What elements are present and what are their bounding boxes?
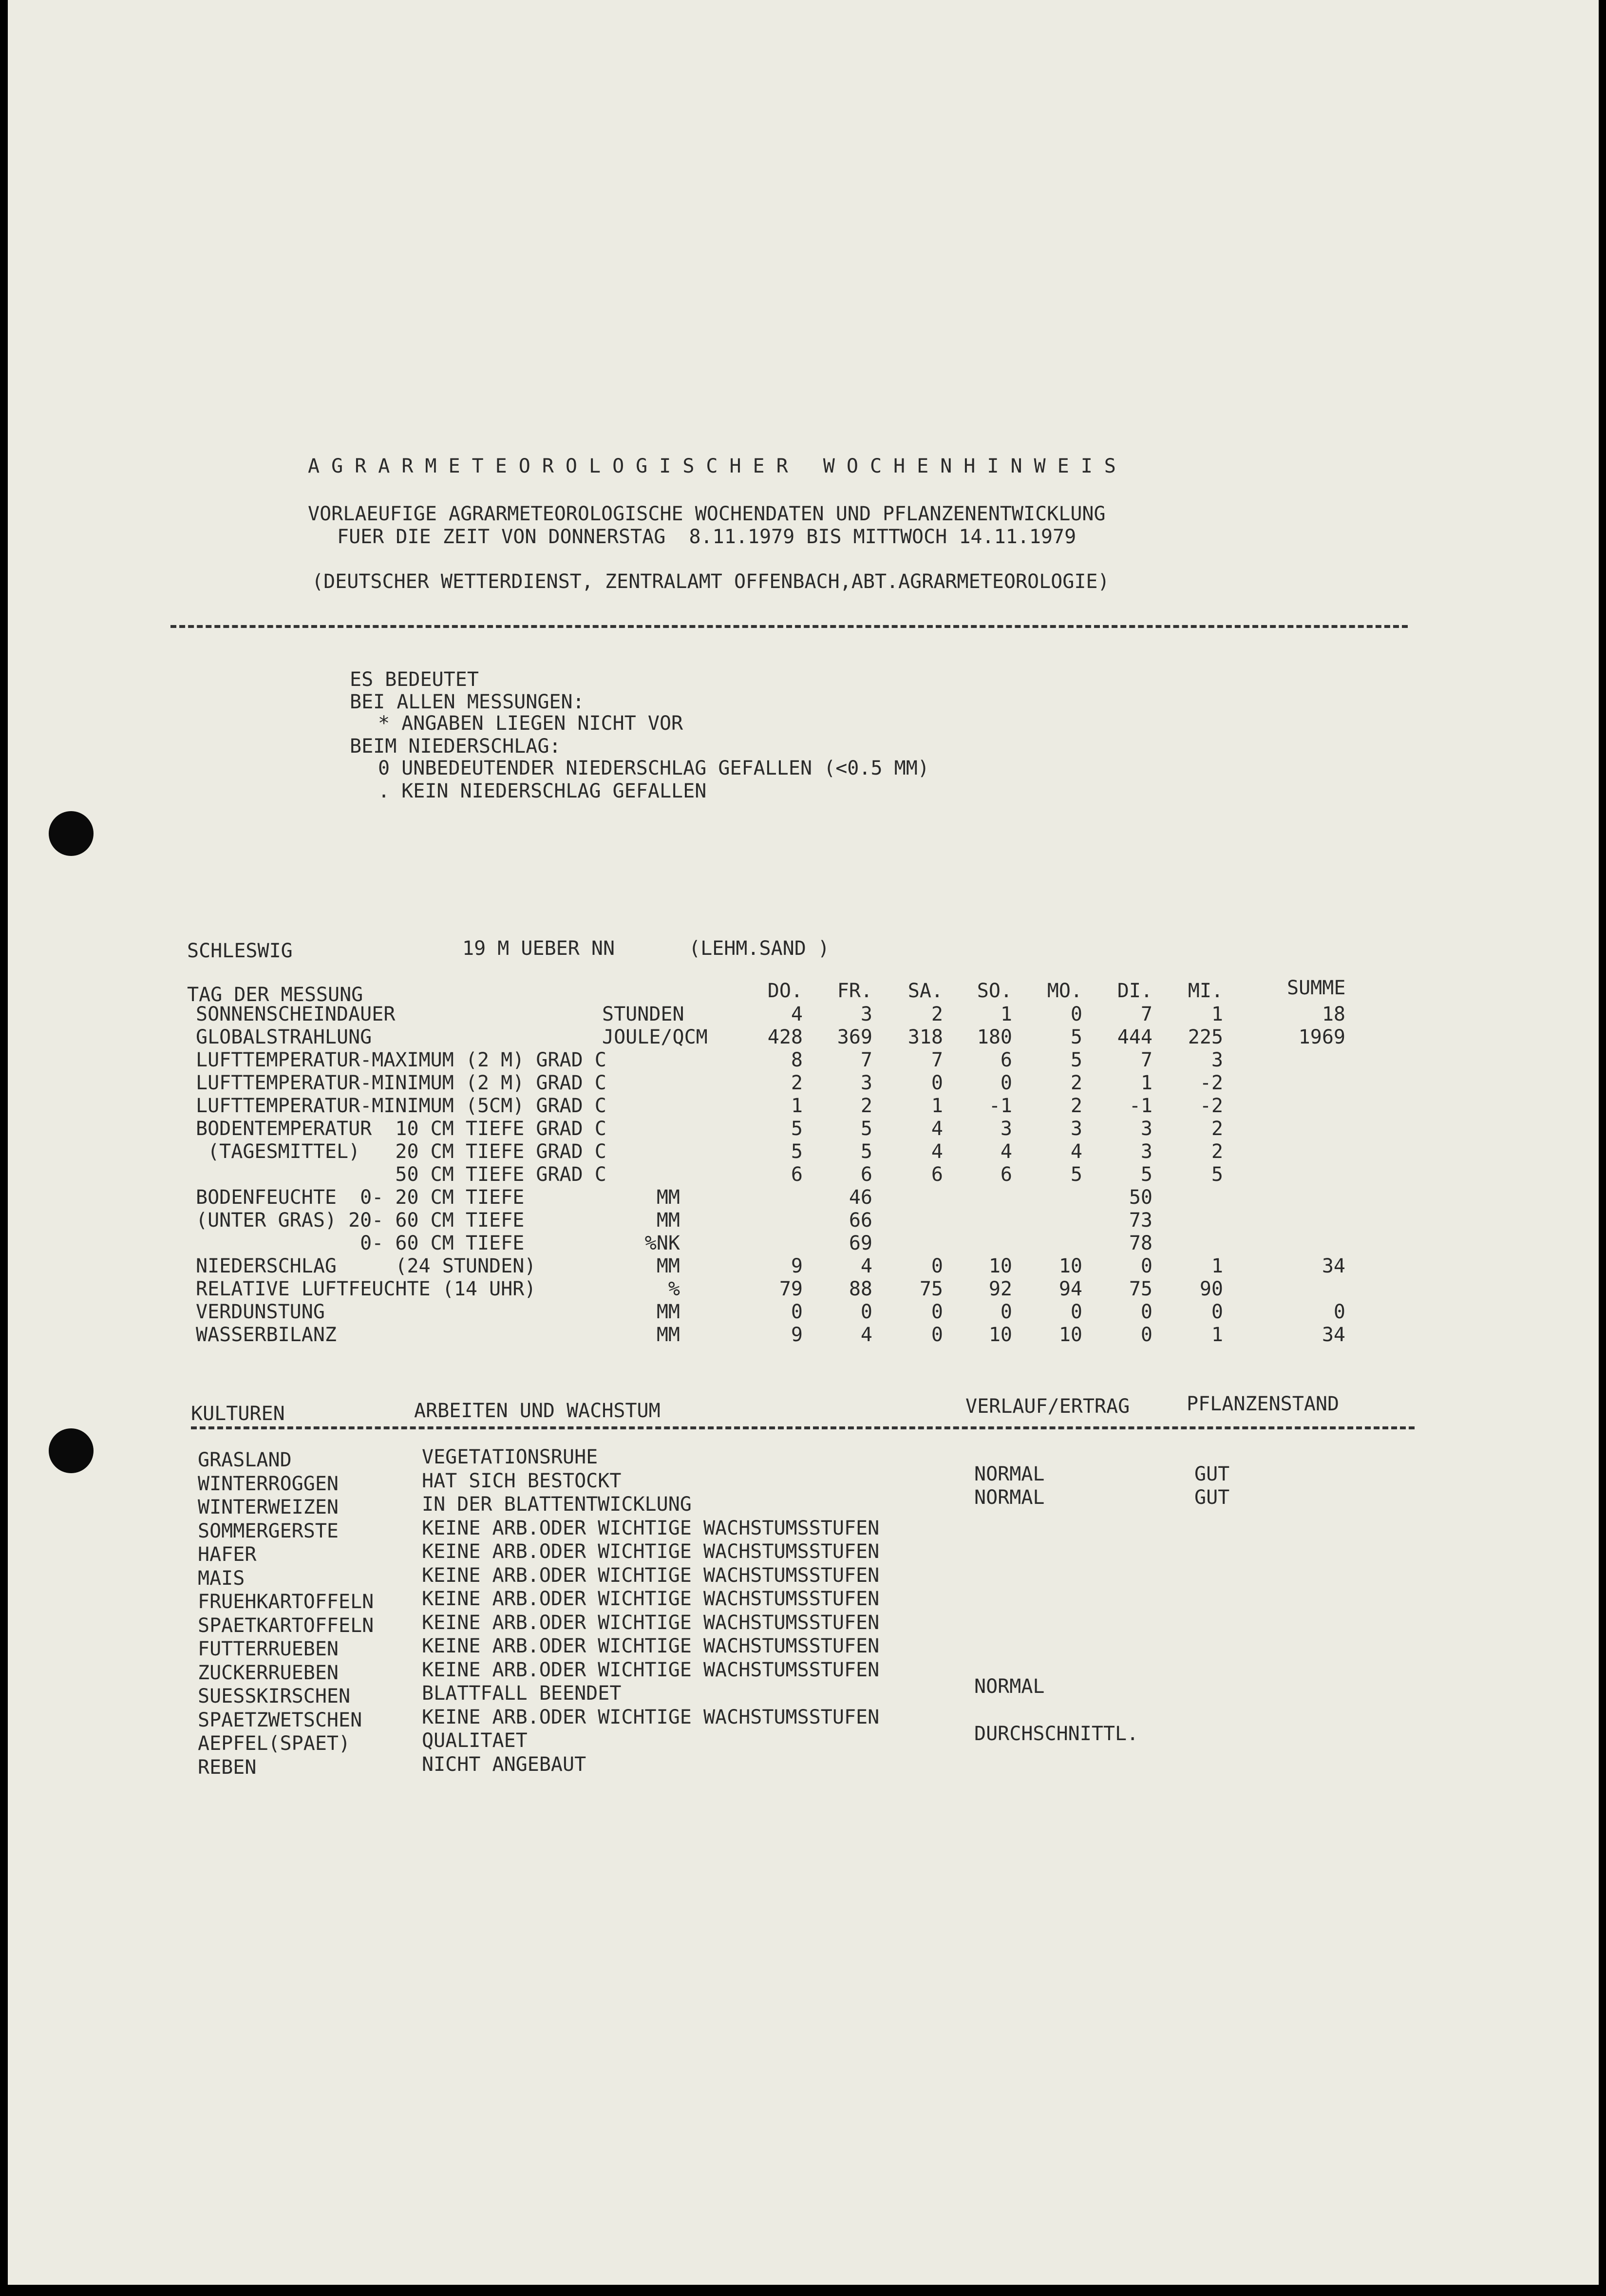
legend-line: BEI ALLEN MESSUNGEN: [350, 691, 585, 713]
subtitle-line-2: FUER DIE ZEIT VON DONNERSTAG 8.11.1979 BIS MITTWOCH 14.11.1979 [337, 526, 1077, 548]
row-unit: MM [656, 1255, 680, 1277]
crop-work: IN DER BLATTENTWICKLUNG [422, 1493, 692, 1516]
table-cell: 3 [1211, 1049, 1223, 1071]
day-header: SA. [907, 980, 943, 1002]
table-cell: 6 [860, 1163, 872, 1186]
row-label: BODENTEMPERATUR 10 CM TIEFE GRAD C [196, 1118, 606, 1140]
table-cell: -2 [1199, 1095, 1223, 1117]
table-cell: 5 [860, 1118, 872, 1140]
crop-name: HAFER [198, 1543, 257, 1566]
row-label: 0- 60 CM TIEFE [196, 1232, 525, 1254]
table-cell: 9 [791, 1255, 803, 1277]
crop-name: SOMMERGERSTE [198, 1520, 339, 1542]
table-cell: 10 [1058, 1324, 1082, 1346]
legend-line: ES BEDEUTET [350, 668, 479, 691]
table-cell: 0 [860, 1301, 872, 1323]
table-cell: 444 [1117, 1026, 1153, 1048]
table-cell: 10 [988, 1324, 1012, 1346]
table-cell: 4 [860, 1255, 872, 1277]
table-cell: 2 [1211, 1118, 1223, 1140]
legend-line: . KEIN NIEDERSCHLAG GEFALLEN [378, 780, 707, 802]
row-unit: MM [656, 1301, 680, 1323]
table-cell: 8 [791, 1049, 803, 1071]
table-cell: 5 [1070, 1163, 1082, 1186]
table-cell: 4 [1000, 1140, 1012, 1163]
crop-name: AEPFEL(SPAET) [198, 1732, 351, 1755]
table-cell: 0 [931, 1301, 943, 1323]
table-cell: 5 [860, 1140, 872, 1163]
table-cell: 2 [1070, 1072, 1082, 1094]
table-cell: 1 [1000, 1003, 1012, 1025]
crop-work: HAT SICH BESTOCKT [422, 1470, 622, 1492]
table-cell: 0 [931, 1072, 943, 1094]
table-cell: 0 [1070, 1301, 1082, 1323]
crop-work: BLATTFALL BEENDET [422, 1682, 622, 1705]
crop-work: KEINE ARB.ODER WICHTIGE WACHSTUMSSTUFEN [422, 1540, 880, 1563]
row-unit: JOULE/QCM [602, 1026, 708, 1048]
row-label: LUFTTEMPERATUR-MINIMUM (5CM) GRAD C [196, 1095, 606, 1117]
table-cell: 1 [791, 1095, 803, 1117]
document-title: AGRARMETEOROLOGISCHER WOCHENHINWEIS [308, 455, 1128, 477]
station-soil: (LEHM.SAND ) [689, 937, 830, 960]
crop-name: SPAETKARTOFFELN [198, 1614, 374, 1637]
table-cell: 90 [1199, 1278, 1223, 1300]
table-cell: 7 [931, 1049, 943, 1071]
row-sum: 1969 [1298, 1026, 1345, 1048]
row-label: LUFTTEMPERATUR-MINIMUM (2 M) GRAD C [196, 1072, 606, 1094]
table-cell: 0 [931, 1255, 943, 1277]
row-label: NIEDERSCHLAG (24 STUNDEN) [196, 1255, 536, 1277]
table-cell: 2 [860, 1095, 872, 1117]
row-unit: MM [656, 1209, 680, 1232]
table-cell: 1 [1211, 1255, 1223, 1277]
row-label: GLOBALSTRAHLUNG [196, 1026, 372, 1048]
crop-verlauf: NORMAL [974, 1675, 1045, 1698]
table-cell: 4 [931, 1140, 943, 1163]
row-unit: % [668, 1278, 680, 1300]
row-unit: MM [656, 1186, 680, 1209]
table-cell: 3 [1140, 1140, 1153, 1163]
row-sum: 18 [1322, 1003, 1345, 1025]
crop-stand: GUT [1194, 1486, 1230, 1509]
crop-name: MAIS [198, 1567, 245, 1590]
table-cell: 5 [1070, 1049, 1082, 1071]
table-cell: 3 [1140, 1118, 1153, 1140]
row-label: (TAGESMITTEL) 20 CM TIEFE GRAD C [196, 1140, 606, 1163]
table-cell: -2 [1199, 1072, 1223, 1094]
row-unit: STUNDEN [602, 1003, 684, 1025]
table-cell: 50 [1129, 1186, 1153, 1209]
legend-line: * ANGABEN LIEGEN NICHT VOR [378, 712, 683, 735]
document-page [8, 0, 1599, 2285]
crop-verlauf: NORMAL [974, 1486, 1045, 1509]
table-cell: 0 [1140, 1301, 1153, 1323]
table-cell: 0 [931, 1324, 943, 1346]
table-cell: 1 [931, 1095, 943, 1117]
crop-name: WINTERROGGEN [198, 1473, 339, 1495]
crop-work: KEINE ARB.ODER WICHTIGE WACHSTUMSSTUFEN [422, 1588, 880, 1610]
table-cell: 2 [791, 1072, 803, 1094]
divider [170, 625, 1408, 628]
crop-name: WINTERWEIZEN [198, 1496, 339, 1518]
row-label: LUFTTEMPERATUR-MAXIMUM (2 M) GRAD C [196, 1049, 606, 1071]
table-cell: 46 [849, 1186, 872, 1209]
day-header: DO. [767, 980, 803, 1002]
day-header: SO. [977, 980, 1012, 1002]
day-header: MI. [1188, 980, 1223, 1002]
table-cell: 0 [1000, 1301, 1012, 1323]
crop-name: REBEN [198, 1756, 257, 1779]
crop-work: NICHT ANGEBAUT [422, 1753, 586, 1776]
table-cell: 69 [849, 1232, 872, 1254]
table-cell: 10 [1058, 1255, 1082, 1277]
table-cell: 5 [1070, 1026, 1082, 1048]
table-cell: 73 [1129, 1209, 1153, 1232]
table-cell: 6 [1000, 1049, 1012, 1071]
table-cell: 6 [931, 1163, 943, 1186]
table-cell: 4 [931, 1118, 943, 1140]
table-cell: 75 [1129, 1278, 1153, 1300]
crops-header-verlauf: VERLAUF/ERTRAG [965, 1395, 1130, 1418]
row-label: SONNENSCHEINDAUER [196, 1003, 396, 1025]
table-title: TAG DER MESSUNG [187, 984, 363, 1006]
crops-header-stand: PFLANZENSTAND [1187, 1393, 1340, 1415]
table-cell: 79 [779, 1278, 803, 1300]
table-cell: 5 [791, 1118, 803, 1140]
row-label: BODENFEUCHTE 0- 20 CM TIEFE [196, 1186, 525, 1209]
crops-header-arbeiten: ARBEITEN UND WACHSTUM [414, 1400, 661, 1422]
crop-name: SPAETZWETSCHEN [198, 1709, 362, 1731]
crop-work: KEINE ARB.ODER WICHTIGE WACHSTUMSSTUFEN [422, 1706, 880, 1728]
row-label: (UNTER GRAS) 20- 60 CM TIEFE [196, 1209, 525, 1232]
crop-work: QUALITAET [422, 1729, 528, 1752]
table-cell: 3 [860, 1003, 872, 1025]
day-header: MO. [1047, 980, 1082, 1002]
legend-line: BEIM NIEDERSCHLAG: [350, 735, 561, 758]
table-cell: -1 [1129, 1095, 1153, 1117]
crop-name: FUTTERRUEBEN [198, 1638, 339, 1660]
table-cell: 2 [1211, 1140, 1223, 1163]
table-cell: 75 [919, 1278, 943, 1300]
table-cell: 4 [860, 1324, 872, 1346]
table-cell: 0 [1140, 1324, 1153, 1346]
legend-line: 0 UNBEDEUTENDER NIEDERSCHLAG GEFALLEN (<0.5 MM) [378, 757, 929, 779]
crop-work: KEINE ARB.ODER WICHTIGE WACHSTUMSSTUFEN [422, 1612, 880, 1634]
crop-work: KEINE ARB.ODER WICHTIGE WACHSTUMSSTUFEN [422, 1635, 880, 1657]
table-cell: 6 [1000, 1163, 1012, 1186]
table-cell: 3 [860, 1072, 872, 1094]
crop-work: KEINE ARB.ODER WICHTIGE WACHSTUMSSTUFEN [422, 1517, 880, 1539]
table-cell: -1 [988, 1095, 1012, 1117]
table-cell: 318 [907, 1026, 943, 1048]
table-cell: 88 [849, 1278, 872, 1300]
table-cell: 0 [791, 1301, 803, 1323]
crop-verlauf: DURCHSCHNITTL. [974, 1723, 1139, 1745]
table-cell: 369 [837, 1026, 872, 1048]
table-cell: 94 [1058, 1278, 1082, 1300]
table-cell: 2 [931, 1003, 943, 1025]
crop-name: FRUEHKARTOFFELN [198, 1591, 374, 1613]
table-cell: 0 [1211, 1301, 1223, 1323]
punch-hole [49, 1428, 94, 1473]
table-cell: 1 [1211, 1324, 1223, 1346]
crop-name: SUESSKIRSCHEN [198, 1685, 351, 1708]
crop-name: GRASLAND [198, 1449, 292, 1471]
source-line: (DEUTSCHER WETTERDIENST, ZENTRALAMT OFFENBACH,ABT.AGRARMETEOROLOGIE) [312, 570, 1110, 593]
row-label: VERDUNSTUNG [196, 1301, 325, 1323]
table-cell: 7 [1140, 1049, 1153, 1071]
table-cell: 78 [1129, 1232, 1153, 1254]
row-unit: %NK [644, 1232, 680, 1254]
crop-work: VEGETATIONSRUHE [422, 1446, 598, 1468]
crop-verlauf: NORMAL [974, 1463, 1045, 1485]
table-cell: 2 [1070, 1095, 1082, 1117]
table-cell: 92 [988, 1278, 1012, 1300]
table-cell: 1 [1140, 1072, 1153, 1094]
day-header: FR. [837, 980, 872, 1002]
row-label: 50 CM TIEFE GRAD C [196, 1163, 606, 1186]
station-elevation: 19 M UEBER NN [462, 937, 615, 960]
table-cell: 5 [791, 1140, 803, 1163]
table-cell: 5 [1211, 1163, 1223, 1186]
crop-work: KEINE ARB.ODER WICHTIGE WACHSTUMSSTUFEN [422, 1659, 880, 1681]
crops-header-kulturen: KULTUREN [191, 1403, 285, 1425]
subtitle-line-1: VORLAEUFIGE AGRARMETEOROLOGISCHE WOCHENDATEN UND PFLANZENENTWICKLUNG [308, 503, 1106, 525]
table-cell: 5 [1140, 1163, 1153, 1186]
table-cell: 428 [767, 1026, 803, 1048]
table-cell: 0 [1140, 1255, 1153, 1277]
crops-divider [191, 1426, 1415, 1429]
table-cell: 180 [977, 1026, 1012, 1048]
table-cell: 6 [791, 1163, 803, 1186]
table-cell: 0 [1000, 1072, 1012, 1094]
table-cell: 225 [1188, 1026, 1223, 1048]
table-cell: 66 [849, 1209, 872, 1232]
day-header: DI. [1117, 980, 1153, 1002]
crop-name: ZUCKERRUEBEN [198, 1662, 339, 1684]
table-cell: 7 [1140, 1003, 1153, 1025]
table-cell: 1 [1211, 1003, 1223, 1025]
row-label: RELATIVE LUFTFEUCHTE (14 UHR) [196, 1278, 536, 1300]
row-label: WASSERBILANZ [196, 1324, 337, 1346]
table-cell: 4 [791, 1003, 803, 1025]
row-sum: 34 [1322, 1255, 1345, 1277]
table-cell: 3 [1000, 1118, 1012, 1140]
table-cell: 10 [988, 1255, 1012, 1277]
table-cell: 3 [1070, 1118, 1082, 1140]
table-cell: 9 [791, 1324, 803, 1346]
row-unit: MM [656, 1324, 680, 1346]
row-sum: 0 [1333, 1301, 1345, 1323]
punch-hole [49, 811, 94, 856]
table-cell: 4 [1070, 1140, 1082, 1163]
station-name: SCHLESWIG [187, 940, 293, 962]
table-cell: 7 [860, 1049, 872, 1071]
crop-stand: GUT [1194, 1463, 1230, 1485]
crop-work: KEINE ARB.ODER WICHTIGE WACHSTUMSSTUFEN [422, 1564, 880, 1587]
row-sum: 34 [1322, 1324, 1345, 1346]
sum-header: SUMME [1287, 977, 1346, 999]
table-cell: 0 [1070, 1003, 1082, 1025]
